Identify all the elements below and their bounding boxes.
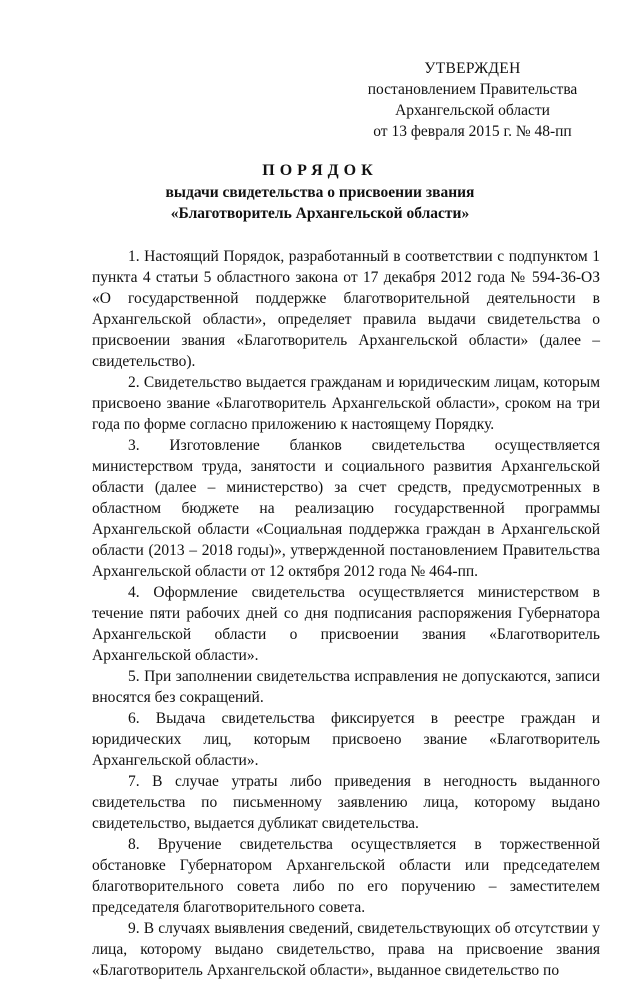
paragraph-3: 3. Изготовление бланков свидетельства осуществляется министерством труда, занятости и социального развития Архангельской области (далее – министерство) за счет средств, предусмотренных в областном бюджете на реализацию государственной программы Архангельской области «Социальная поддержка граждан в Архангельской области (2013 – 2018 годы)», утвержденной постановлением Правительства Архангельской области от 12 октября 2012 года № 464-пп. [92,437,600,580]
approval-line-1: постановлением Правительства [367,81,578,98]
title-subtitle-2: «Благотворитель Архангельской области» [170,205,470,222]
approval-line-3: от 13 февраля 2015 г. № 48-пп [373,123,572,140]
approval-heading: УТВЕРЖДЕН [424,60,521,77]
paragraph-5: 5. При заполнении свидетельства исправления не допускаются, записи вносятся без сокращений. [92,668,600,706]
title-subtitle-1: выдачи свидетельства о присвоении звания [165,184,475,201]
document-title [0,160,640,224]
paragraph-6: 6. Выдача свидетельства фиксируется в реестре граждан и юридических лиц, которым присвоено звание «Благотворитель Архангельской области». [92,710,600,769]
approval-stamp [360,58,585,142]
paragraph-9: 9. В случаях выявления сведений, свидетельствующих об отсутствии у лица, которому выдано свидетельство, права на присвоение звания «Благотворитель Архангельской области», выданное свидетельство по [92,920,600,979]
paragraph-1: 1. Настоящий Порядок, разработанный в соответствии с подпунктом 1 пункта 4 статьи 5 областного закона от 17 декабря 2012 года № 594-36-ОЗ «О государственной поддержке благотворительной деятельности в Архангельской области», определяет правила выдачи свидетельства о присвоении звания «Благотворитель Архангельской области» (далее – свидетельство). [92,248,600,370]
title-main: ПОРЯДОК [262,162,378,179]
paragraph-4: 4. Оформление свидетельства осуществляется министерством в течение пяти рабочих дней со дня подписания распоряжения Губернатора Архангельской области о присвоении звания «Благотворитель Архангельской области». [92,584,600,664]
paragraph-7: 7. В случае утраты либо приведения в негодность выданного свидетельства по письменному заявлению лица, которому выдано свидетельство, выдается дубликат свидетельства. [92,773,600,832]
paragraph-2: 2. Свидетельство выдается гражданам и юридическим лицам, которым присвоено звание «Благотворитель Архангельской области», сроком на три года по форме согласно приложению к настоящему Порядку. [92,374,600,433]
paragraph-8: 8. Вручение свидетельства осуществляется в торжественной обстановке Губернатором Архангельской области или председателем благотворительного совета либо по его поручению – заместителем председателя благотворительного совета. [92,836,600,916]
document-body [92,246,600,981]
approval-line-2: Архангельской области [395,102,550,119]
